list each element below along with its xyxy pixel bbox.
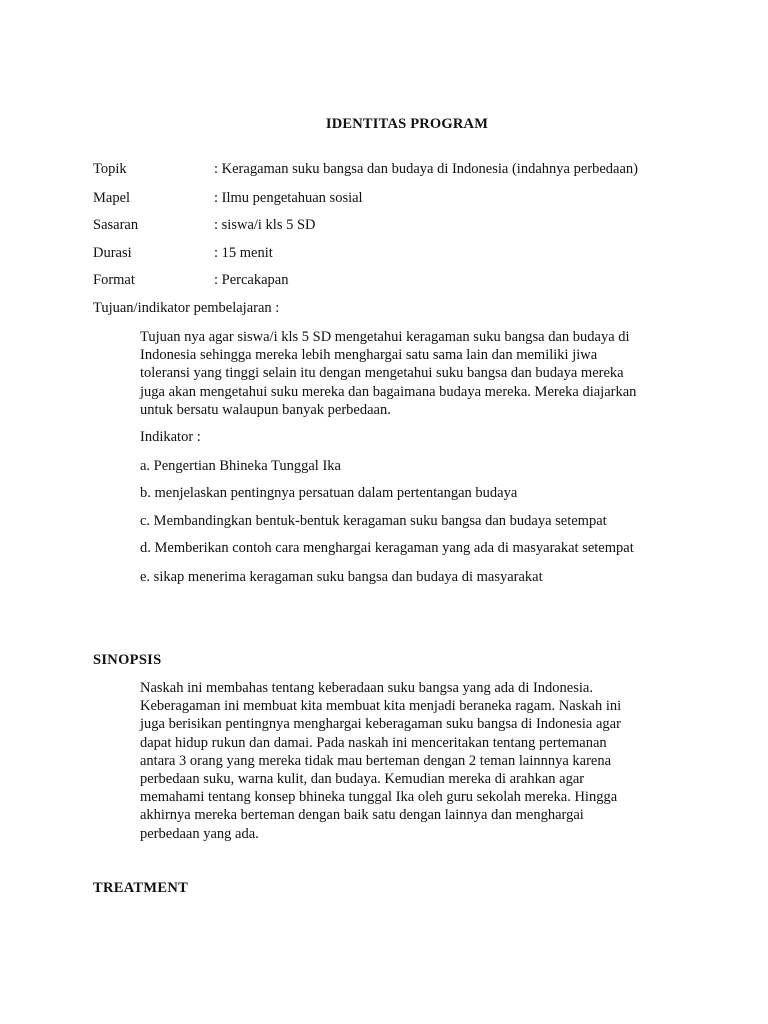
goal-line: untuk bersatu walaupun banyak perbedaan. xyxy=(140,401,391,418)
meta-value: : Ilmu pengetahuan sosial xyxy=(214,190,363,206)
meta-label: Format xyxy=(93,272,135,288)
synopsis-line: Naskah ini membahas tentang keberadaan suku bangsa yang ada di Indonesia. xyxy=(140,680,593,696)
goal-line: Tujuan nya agar siswa/i kls 5 SD mengetahui keragaman suku bangsa dan budaya di xyxy=(140,329,630,345)
indicator-item: c. Membandingkan bentuk-bentuk keragaman suku bangsa dan budaya setempat xyxy=(140,513,607,529)
indicator-item: d. Memberikan contoh cara menghargai keragaman yang ada di masyarakat setempat xyxy=(140,540,634,556)
synopsis-line: memahami tentang konsep bhineka tunggal Ika oleh guru sekolah mereka. Hingga xyxy=(140,789,618,806)
indicator-item: b. menjelaskan pentingnya persatuan dalam pertentangan budaya xyxy=(140,485,518,501)
meta-label: Sasaran xyxy=(93,217,139,233)
goal-line: toleransi yang tinggi selain itu dengan mengetahui suku bangsa dan budaya mereka xyxy=(140,365,624,382)
synopsis-line: juga berisikan pentingnya menghargai keberagaman suku bangsa di Indonesia agar xyxy=(140,716,621,733)
goal-heading: Tujuan/indikator pembelajaran : xyxy=(93,300,280,316)
synopsis-line: Keberagaman ini membuat kita membuat kita menjadi beraneka ragam. Naskah ini xyxy=(140,698,622,715)
indicator-item: e. sikap menerima keragaman suku bangsa dan budaya di masyarakat xyxy=(140,569,543,585)
synopsis-heading: SINOPSIS xyxy=(93,652,162,668)
synopsis-line: perbedaan yang ada. xyxy=(140,825,259,842)
synopsis-line: akhirnya mereka berteman dengan baik satu dengan lainnya dan menghargai xyxy=(140,807,584,824)
indicator-heading: Indikator : xyxy=(140,429,201,445)
meta-value: : siswa/i kls 5 SD xyxy=(214,217,316,233)
meta-label: Mapel xyxy=(93,190,131,206)
synopsis-line: dapat hidup rukun dan damai. Pada naskah ini menceritakan tentang pertemanan xyxy=(140,734,607,751)
document-title: IDENTITAS PROGRAM xyxy=(325,116,489,132)
meta-label: Topik xyxy=(93,161,127,177)
meta-value: : Keragaman suku bangsa dan budaya di Indonesia (indahnya perbedaan) xyxy=(214,161,638,177)
synopsis-line: perbedaan suku, warna kulit, dan budaya. Kemudian mereka di arahkan agar xyxy=(140,771,585,788)
meta-label: Durasi xyxy=(93,245,132,261)
goal-paragraph xyxy=(140,328,680,419)
goal-line: Indonesia sehingga mereka lebih menghargai satu sama lain dan memiliki jiwa xyxy=(140,347,598,364)
meta-value: : 15 menit xyxy=(214,245,273,261)
goal-line: juga akan mengetahui suku mereka dan bagaimana budaya mereka. Mereka diajarkan xyxy=(140,383,637,400)
synopsis-paragraph xyxy=(140,679,680,843)
indicator-item: a. Pengertian Bhineka Tunggal Ika xyxy=(140,458,341,474)
synopsis-line: antara 3 orang yang mereka tidak mau berteman dengan 2 teman lainnnya karena xyxy=(140,752,612,769)
treatment-heading: TREATMENT xyxy=(93,880,189,896)
meta-value: : Percakapan xyxy=(214,272,289,288)
